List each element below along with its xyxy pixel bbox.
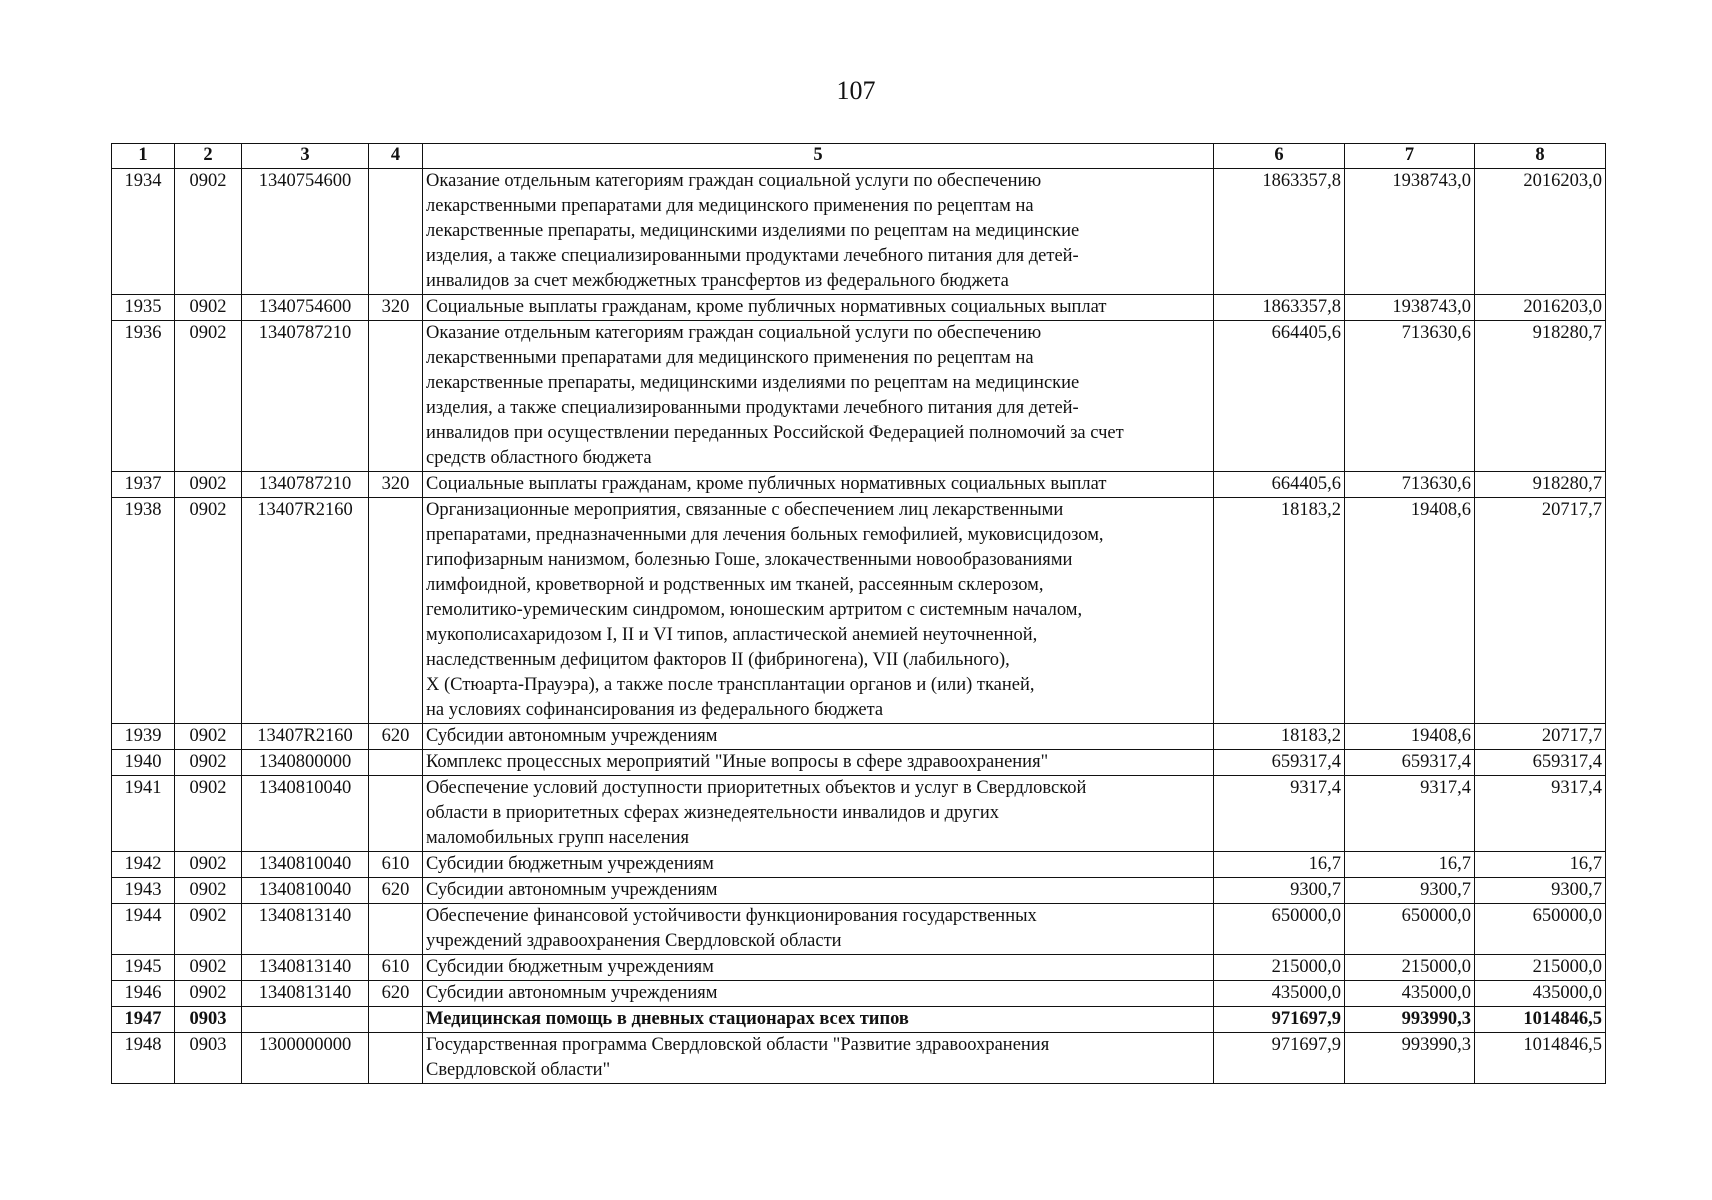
header-row bbox=[112, 144, 1606, 169]
item-name: Субсидии автономным учреждениям bbox=[423, 981, 1214, 1007]
budget-table bbox=[111, 143, 1606, 1084]
target-article-code: 1340810040 bbox=[242, 852, 369, 878]
section-code: 0902 bbox=[175, 724, 242, 750]
amount-year-3: 650000,0 bbox=[1475, 904, 1606, 955]
section-code: 0902 bbox=[175, 878, 242, 904]
amount-year-2: 16,7 bbox=[1345, 852, 1475, 878]
section-code: 0903 bbox=[175, 1033, 242, 1084]
table-row bbox=[112, 295, 1606, 321]
amount-year-3: 9317,4 bbox=[1475, 776, 1606, 852]
expense-type-code: 320 bbox=[369, 472, 423, 498]
expense-type-code bbox=[369, 1033, 423, 1084]
amount-year-1: 650000,0 bbox=[1214, 904, 1345, 955]
target-article-code: 1300000000 bbox=[242, 1033, 369, 1084]
amount-year-3: 9300,7 bbox=[1475, 878, 1606, 904]
amount-year-2: 215000,0 bbox=[1345, 955, 1475, 981]
header-cell: 3 bbox=[242, 144, 369, 169]
section-code: 0902 bbox=[175, 776, 242, 852]
row-number: 1940 bbox=[112, 750, 175, 776]
row-number: 1941 bbox=[112, 776, 175, 852]
amount-year-1: 18183,2 bbox=[1214, 498, 1345, 724]
table-row bbox=[112, 878, 1606, 904]
row-number: 1945 bbox=[112, 955, 175, 981]
target-article-code: 13407R2160 bbox=[242, 498, 369, 724]
row-number: 1944 bbox=[112, 904, 175, 955]
table-row bbox=[112, 1007, 1606, 1033]
row-number: 1935 bbox=[112, 295, 175, 321]
section-code: 0902 bbox=[175, 955, 242, 981]
section-code: 0902 bbox=[175, 169, 242, 295]
section-code: 0902 bbox=[175, 852, 242, 878]
expense-type-code bbox=[369, 321, 423, 472]
amount-year-1: 971697,9 bbox=[1214, 1033, 1345, 1084]
amount-year-2: 1938743,0 bbox=[1345, 169, 1475, 295]
item-name: Субсидии автономным учреждениям bbox=[423, 724, 1214, 750]
table-row bbox=[112, 321, 1606, 472]
section-code: 0902 bbox=[175, 498, 242, 724]
target-article-code: 1340754600 bbox=[242, 295, 369, 321]
target-article-code: 1340813140 bbox=[242, 904, 369, 955]
expense-type-code: 320 bbox=[369, 295, 423, 321]
target-article-code: 1340810040 bbox=[242, 878, 369, 904]
table-row bbox=[112, 750, 1606, 776]
amount-year-3: 215000,0 bbox=[1475, 955, 1606, 981]
amount-year-1: 16,7 bbox=[1214, 852, 1345, 878]
amount-year-3: 2016203,0 bbox=[1475, 169, 1606, 295]
item-name: Субсидии бюджетным учреждениям bbox=[423, 852, 1214, 878]
row-number: 1948 bbox=[112, 1033, 175, 1084]
amount-year-3: 2016203,0 bbox=[1475, 295, 1606, 321]
amount-year-2: 9317,4 bbox=[1345, 776, 1475, 852]
table-row bbox=[112, 1033, 1606, 1084]
table-row bbox=[112, 498, 1606, 724]
amount-year-3: 20717,7 bbox=[1475, 724, 1606, 750]
amount-year-2: 9300,7 bbox=[1345, 878, 1475, 904]
target-article-code: 13407R2160 bbox=[242, 724, 369, 750]
section-code: 0902 bbox=[175, 472, 242, 498]
row-number: 1946 bbox=[112, 981, 175, 1007]
item-name: Социальные выплаты гражданам, кроме публичных нормативных социальных выплат bbox=[423, 472, 1214, 498]
expense-type-code bbox=[369, 776, 423, 852]
header-cell: 1 bbox=[112, 144, 175, 169]
target-article-code bbox=[242, 1007, 369, 1033]
amount-year-2: 650000,0 bbox=[1345, 904, 1475, 955]
target-article-code: 1340787210 bbox=[242, 472, 369, 498]
item-name: Медицинская помощь в дневных стационарах всех типов bbox=[423, 1007, 1214, 1033]
amount-year-2: 993990,3 bbox=[1345, 1007, 1475, 1033]
item-name: Обеспечение финансовой устойчивости функционирования государственных учреждений здравоохранения Свердловской области bbox=[423, 904, 1214, 955]
expense-type-code: 620 bbox=[369, 878, 423, 904]
header-cell: 5 bbox=[423, 144, 1214, 169]
amount-year-1: 659317,4 bbox=[1214, 750, 1345, 776]
table-row bbox=[112, 724, 1606, 750]
expense-type-code: 620 bbox=[369, 981, 423, 1007]
page-number: 107 bbox=[836, 76, 876, 105]
amount-year-2: 1938743,0 bbox=[1345, 295, 1475, 321]
expense-type-code bbox=[369, 904, 423, 955]
item-name: Оказание отдельным категориям граждан социальной услуги по обеспечению лекарственными препаратами для медицинского применения по рецептам на лекарственные препараты, медицинскими изделиями по рецептам на медицинские изделия, а также специализированными продуктами лечебного питания для детей- инвалидов при осуществлении переданных Российской Федерацией полномочий за счет средств областного бюджета bbox=[423, 321, 1214, 472]
expense-type-code bbox=[369, 750, 423, 776]
item-name: Государственная программа Свердловской области "Развитие здравоохранения Свердловской области" bbox=[423, 1033, 1214, 1084]
amount-year-3: 16,7 bbox=[1475, 852, 1606, 878]
item-name: Обеспечение условий доступности приоритетных объектов и услуг в Свердловской области в приоритетных сферах жизнедеятельности инвалидов и других маломобильных групп населения bbox=[423, 776, 1214, 852]
amount-year-1: 664405,6 bbox=[1214, 321, 1345, 472]
table-row bbox=[112, 169, 1606, 295]
amount-year-3: 1014846,5 bbox=[1475, 1007, 1606, 1033]
expense-type-code bbox=[369, 169, 423, 295]
amount-year-2: 993990,3 bbox=[1345, 1033, 1475, 1084]
amount-year-3: 1014846,5 bbox=[1475, 1033, 1606, 1084]
table-row bbox=[112, 904, 1606, 955]
section-code: 0902 bbox=[175, 981, 242, 1007]
expense-type-code: 610 bbox=[369, 955, 423, 981]
amount-year-1: 9317,4 bbox=[1214, 776, 1345, 852]
table-row bbox=[112, 776, 1606, 852]
item-name: Социальные выплаты гражданам, кроме публичных нормативных социальных выплат bbox=[423, 295, 1214, 321]
amount-year-1: 9300,7 bbox=[1214, 878, 1345, 904]
target-article-code: 1340813140 bbox=[242, 981, 369, 1007]
item-name: Организационные мероприятия, связанные с обеспечением лиц лекарственными препаратами, предназначенными для лечения больных гемофилией, муковисцидозом, гипофизарным нанизмом, болезнью Гоше, злокачественными новообразованиями лимфоидной, кроветворной и родственных им тканей, рассеянным склерозом, гемолитико-уремическим синдромом, юношеским артритом с системным началом, мукополисахаридозом I, II и VI типов, апластической анемией неуточненной, наследственным дефицитом факторов II (фибриногена), VII (лабильного), X (Стюарта-Прауэра), а также после трансплантации органов и (или) тканей, на условиях софинансирования из федерального бюджета bbox=[423, 498, 1214, 724]
amount-year-1: 435000,0 bbox=[1214, 981, 1345, 1007]
table-row bbox=[112, 981, 1606, 1007]
item-name: Субсидии автономным учреждениям bbox=[423, 878, 1214, 904]
row-number: 1934 bbox=[112, 169, 175, 295]
amount-year-3: 435000,0 bbox=[1475, 981, 1606, 1007]
table-row bbox=[112, 955, 1606, 981]
section-code: 0902 bbox=[175, 321, 242, 472]
amount-year-1: 18183,2 bbox=[1214, 724, 1345, 750]
row-number: 1936 bbox=[112, 321, 175, 472]
section-code: 0902 bbox=[175, 750, 242, 776]
amount-year-3: 659317,4 bbox=[1475, 750, 1606, 776]
section-code: 0902 bbox=[175, 904, 242, 955]
amount-year-3: 20717,7 bbox=[1475, 498, 1606, 724]
target-article-code: 1340800000 bbox=[242, 750, 369, 776]
header-cell: 7 bbox=[1345, 144, 1475, 169]
expense-type-code bbox=[369, 1007, 423, 1033]
table-body bbox=[112, 169, 1606, 1084]
row-number: 1943 bbox=[112, 878, 175, 904]
amount-year-2: 659317,4 bbox=[1345, 750, 1475, 776]
expense-type-code: 610 bbox=[369, 852, 423, 878]
amount-year-1: 1863357,8 bbox=[1214, 169, 1345, 295]
amount-year-2: 19408,6 bbox=[1345, 724, 1475, 750]
header-cell: 4 bbox=[369, 144, 423, 169]
amount-year-1: 664405,6 bbox=[1214, 472, 1345, 498]
amount-year-1: 1863357,8 bbox=[1214, 295, 1345, 321]
item-name: Субсидии бюджетным учреждениям bbox=[423, 955, 1214, 981]
row-number: 1938 bbox=[112, 498, 175, 724]
target-article-code: 1340754600 bbox=[242, 169, 369, 295]
amount-year-1: 971697,9 bbox=[1214, 1007, 1345, 1033]
item-name: Комплекс процессных мероприятий "Иные вопросы в сфере здравоохранения" bbox=[423, 750, 1214, 776]
amount-year-2: 19408,6 bbox=[1345, 498, 1475, 724]
amount-year-3: 918280,7 bbox=[1475, 321, 1606, 472]
row-number: 1937 bbox=[112, 472, 175, 498]
amount-year-1: 215000,0 bbox=[1214, 955, 1345, 981]
amount-year-2: 713630,6 bbox=[1345, 321, 1475, 472]
item-name: Оказание отдельным категориям граждан социальной услуги по обеспечению лекарственными препаратами для медицинского применения по рецептам на лекарственные препараты, медицинскими изделиями по рецептам на медицинские изделия, а также специализированными продуктами лечебного питания для детей- инвалидов за счет межбюджетных трансфертов из федерального бюджета bbox=[423, 169, 1214, 295]
section-code: 0903 bbox=[175, 1007, 242, 1033]
row-number: 1947 bbox=[112, 1007, 175, 1033]
amount-year-2: 435000,0 bbox=[1345, 981, 1475, 1007]
row-number: 1939 bbox=[112, 724, 175, 750]
header-cell: 8 bbox=[1475, 144, 1606, 169]
table-row bbox=[112, 852, 1606, 878]
expense-type-code: 620 bbox=[369, 724, 423, 750]
header-cell: 6 bbox=[1214, 144, 1345, 169]
target-article-code: 1340810040 bbox=[242, 776, 369, 852]
amount-year-2: 713630,6 bbox=[1345, 472, 1475, 498]
target-article-code: 1340813140 bbox=[242, 955, 369, 981]
row-number: 1942 bbox=[112, 852, 175, 878]
expense-type-code bbox=[369, 498, 423, 724]
header-cell: 2 bbox=[175, 144, 242, 169]
table-row bbox=[112, 472, 1606, 498]
amount-year-3: 918280,7 bbox=[1475, 472, 1606, 498]
target-article-code: 1340787210 bbox=[242, 321, 369, 472]
section-code: 0902 bbox=[175, 295, 242, 321]
